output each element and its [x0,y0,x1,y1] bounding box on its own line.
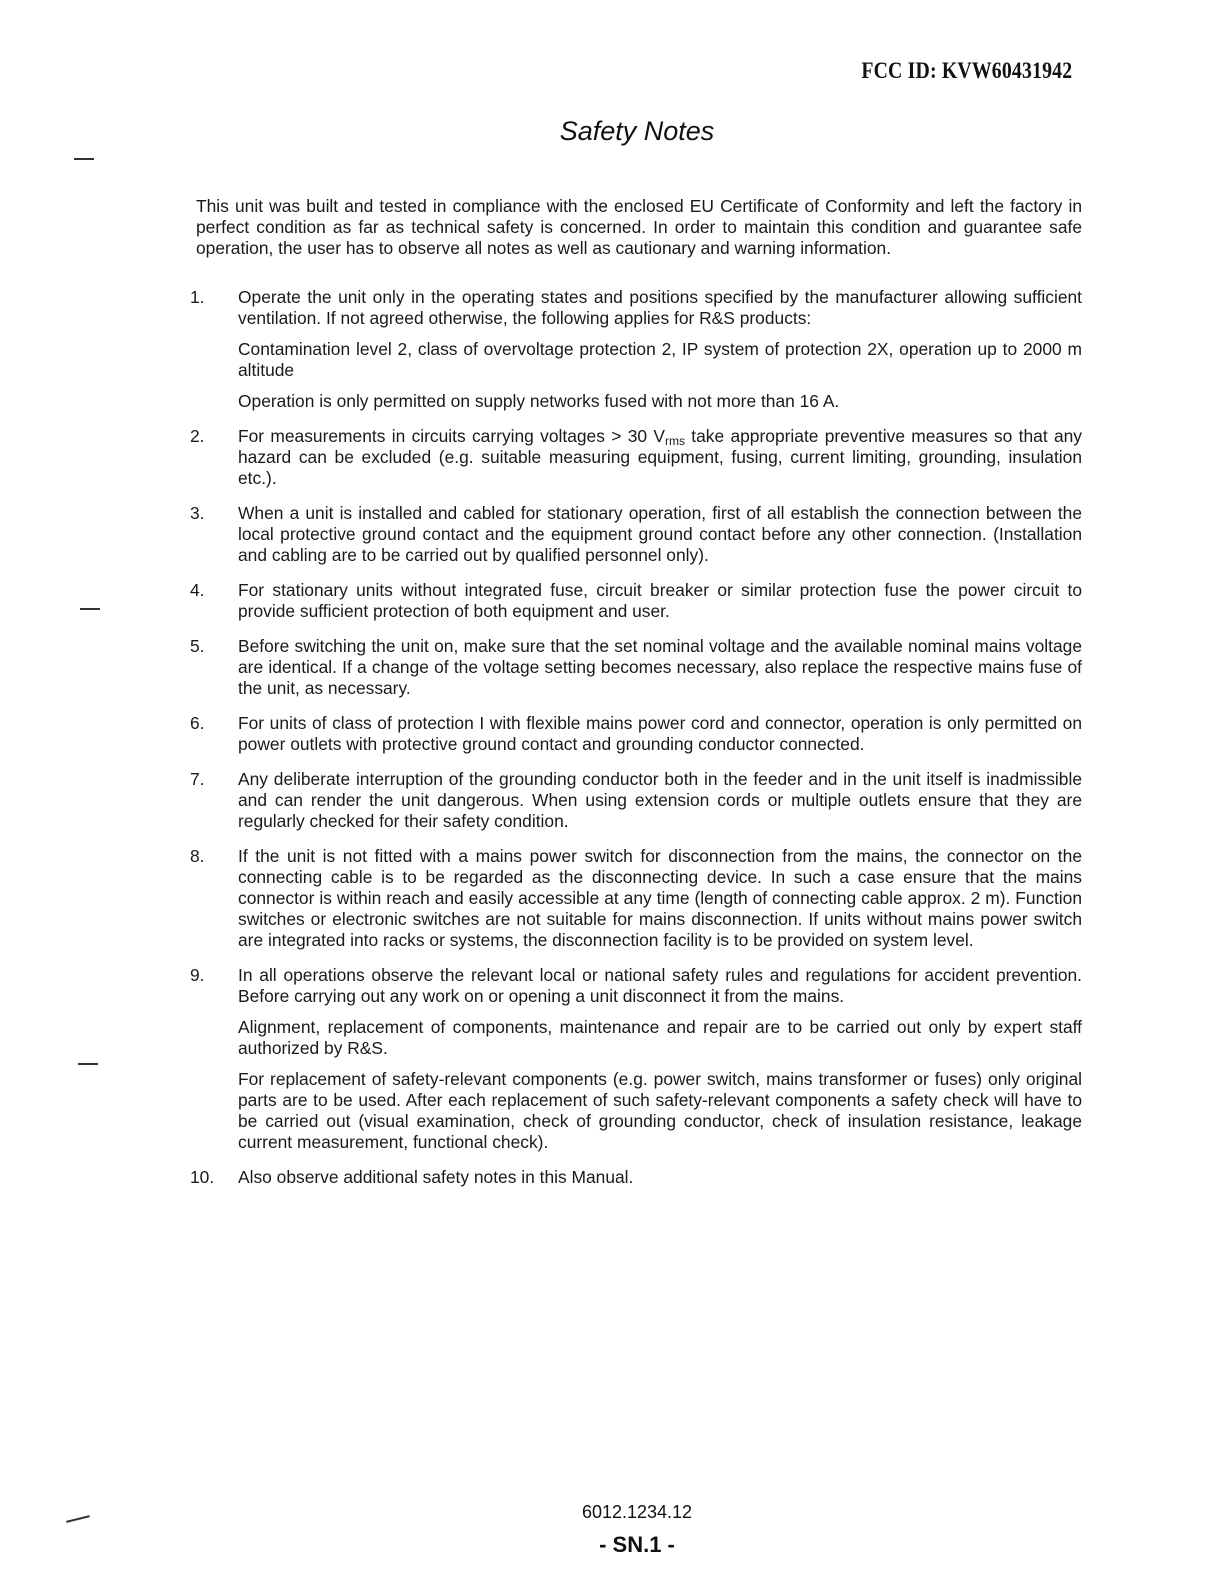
item-paragraph: Also observe additional safety notes in this Manual. [238,1167,634,1187]
item-number: 8. [190,846,205,866]
item-number: 4. [190,580,205,600]
item-paragraph: For units of class of protection I with flexible mains power cord and connector, operation is only permitted on power outlets with protective ground contact and grounding conductor connected. [238,713,1082,754]
item-paragraph [238,426,1082,489]
list-item [190,713,1082,755]
item-number: 7. [190,769,205,789]
item-number: 1. [190,287,205,307]
page-title: Safety Notes [559,116,715,146]
item-number: 10. [190,1167,215,1187]
list-item [190,965,1082,1153]
item-number: 5. [190,636,205,656]
page-number: - SN.1 - [599,1532,675,1557]
list-item [190,287,1082,412]
item-number: 2. [190,426,205,446]
subscript-rms: rms [664,434,685,448]
item-number: 6. [190,713,205,733]
fcc-id: FCC ID: KVW60431942 [861,58,1072,83]
list-item [190,503,1082,566]
margin-mark [80,608,100,610]
item-text: For measurements in circuits carrying voltages > 30 V [238,426,665,446]
list-item [190,846,1082,951]
item-text: take appropriate preventive measures so that any hazard can be excluded (e.g. suitable measuring equipment, fusing, current limiting, grounding, insulation etc.). [238,426,1083,488]
item-paragraph: If the unit is not fitted with a mains power switch for disconnection from the mains, the connector on the connecting cable is to be regarded as the disconnecting device. In such a case ensure that the mains connector is within reach and easily accessible at any time (length of connecting cable approx. 2 m). Function switches or electronic switches are not suitable for mains disconnection. If units without mains power switch are integrated into racks or systems, the disconnection facility is to be provided on system level. [238,846,1082,950]
list-item [190,580,1082,622]
item-paragraph: When a unit is installed and cabled for stationary operation, first of all establish the connection between the local protective ground contact and the equipment ground contact before any other connection. (Installation and cabling are to be carried out by qualified personnel only). [238,503,1082,565]
item-paragraph: In all operations observe the relevant local or national safety rules and regulations for accident prevention. Before carrying out any work on or opening a unit disconnect it from the mains. [238,965,1082,1006]
intro-paragraph: This unit was built and tested in compliance with the enclosed EU Certificate of Conformity and left the factory in perfect condition as far as technical safety is concerned. In order to maintain this condition and guarantee safe operation, the user has to observe all notes as well as cautionary and warning information. [196,196,1082,258]
list-item [190,426,1082,489]
item-paragraph: Contamination level 2, class of overvoltage protection 2, IP system of protection 2X, operation up to 2000 m altitude [238,339,1082,380]
item-paragraph: Alignment, replacement of components, maintenance and repair are to be carried out only by expert staff authorized by R&S. [238,1017,1082,1058]
margin-mark [78,1063,98,1065]
list-item [190,769,1082,832]
item-number: 3. [190,503,205,523]
item-paragraph: For replacement of safety-relevant components (e.g. power switch, mains transformer or fuses) only original parts are to be used. After each replacement of such safety-relevant components a safety check will have to be carried out (visual examination, check of grounding conductor, check of insulation resistance, leakage current measurement, functional check). [238,1069,1082,1152]
item-paragraph: Operation is only permitted on supply networks fused with not more than 16 A. [238,391,840,411]
list-item [190,1167,1082,1188]
safety-notes-body [190,196,1082,1202]
item-paragraph: Any deliberate interruption of the grounding conductor both in the feeder and in the unit itself is inadmissible and can render the unit dangerous. When using extension cords or multiple outlets ensure that they are regularly checked for their safety condition. [238,769,1082,831]
list-item [190,636,1082,699]
item-paragraph: Before switching the unit on, make sure that the set nominal voltage and the available nominal mains voltage are identical. If a change of the voltage setting becomes necessary, also replace the respective mains fuse of the unit, as necessary. [238,636,1082,698]
margin-mark [74,158,94,160]
document-number: 6012.1234.12 [581,1502,693,1522]
item-paragraph: For stationary units without integrated fuse, circuit breaker or similar protection fuse the power circuit to provide sufficient protection of both equipment and user. [238,580,1082,621]
item-paragraph: Operate the unit only in the operating states and positions specified by the manufacturer allowing sufficient ventilation. If not agreed otherwise, the following applies for R&S products: [238,287,1082,328]
item-number: 9. [190,965,205,985]
